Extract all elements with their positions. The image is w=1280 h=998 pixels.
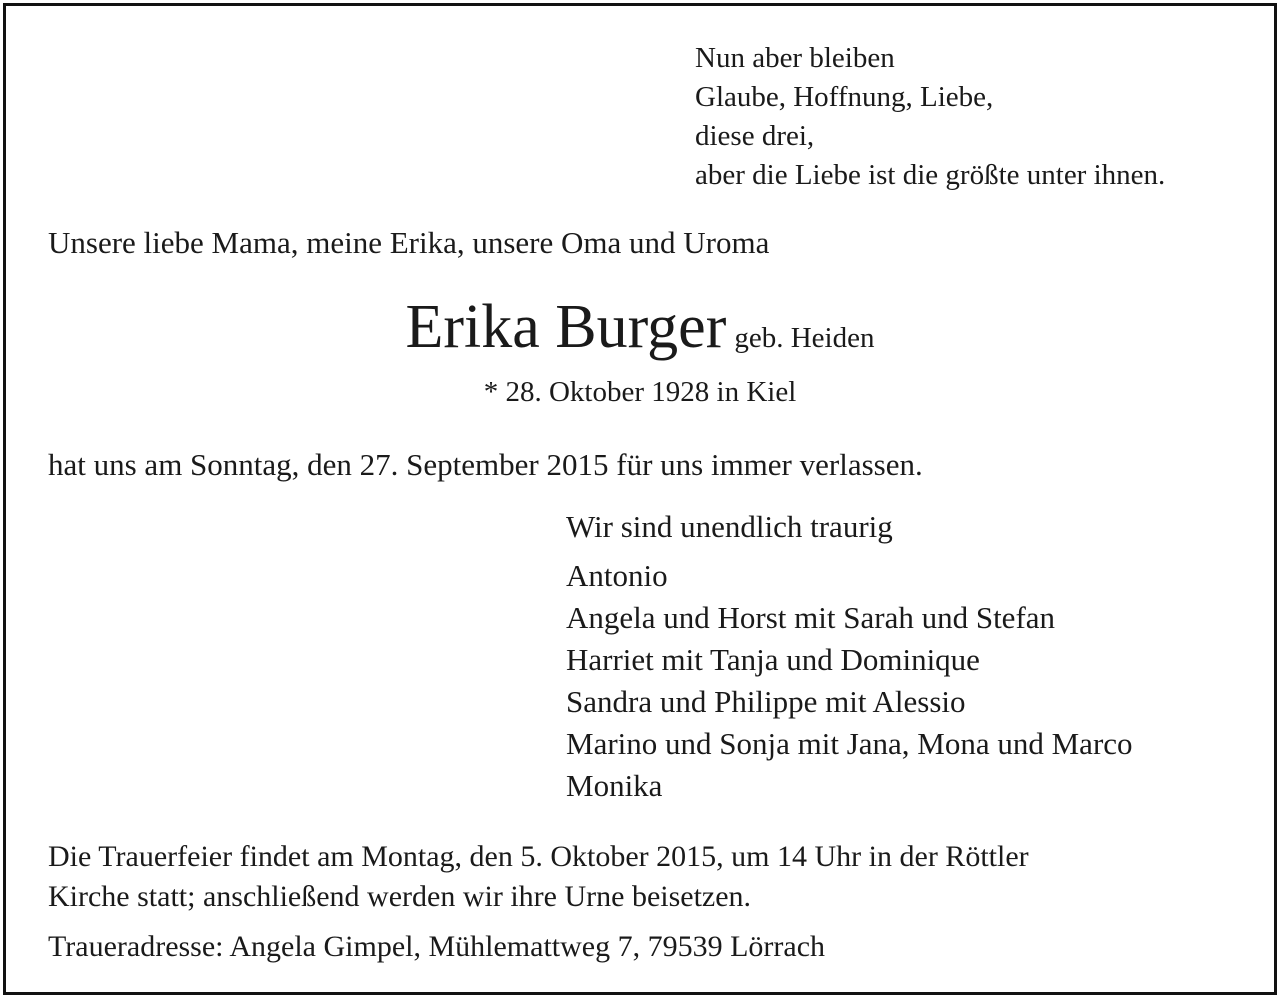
verse-line-4: aber die Liebe ist die größte unter ihnen. [695,159,1166,191]
mourner-name: Angela und Horst mit Sarah und Stefan [566,600,1056,635]
deceased-name-row [6,293,1274,361]
death-statement: hat uns am Sonntag, den 27. September 2015 für uns immer verlassen. [48,447,923,482]
mourner-name: Harriet mit Tanja und Dominique [566,642,980,677]
verse-line-2: Glaube, Hoffnung, Liebe, [695,81,994,113]
mourners-heading: Wir sind unendlich traurig [566,509,893,544]
obituary-notice [3,3,1277,995]
verse-line-1: Nun aber bleiben [695,42,895,74]
funeral-line-2: Kirche statt; anschließend werden wir ihre Urne beisetzen. [48,880,752,913]
intro-text: Unsere liebe Mama, meine Erika, unsere Oma und Uroma [48,225,770,260]
birth-date: * 28. Oktober 1928 in Kiel [483,376,797,408]
deceased-name: Erika Burger [405,293,727,361]
birth-name: geb. Heiden [734,322,875,354]
funeral-line-1: Die Trauerfeier findet am Montag, den 5. Oktober 2015, um 14 Uhr in der Röttler [48,840,1029,873]
mourner-name: Marino und Sonja mit Jana, Mona und Marco [566,726,1133,761]
mourner-name: Sandra und Philippe mit Alessio [566,684,966,719]
verse-line-3: diese drei, [695,120,815,152]
mourner-name: Antonio [566,558,668,593]
mourning-address: Traueradresse: Angela Gimpel, Mühlemattweg 7, 79539 Lörrach [48,930,826,963]
mourner-name: Monika [566,768,663,803]
